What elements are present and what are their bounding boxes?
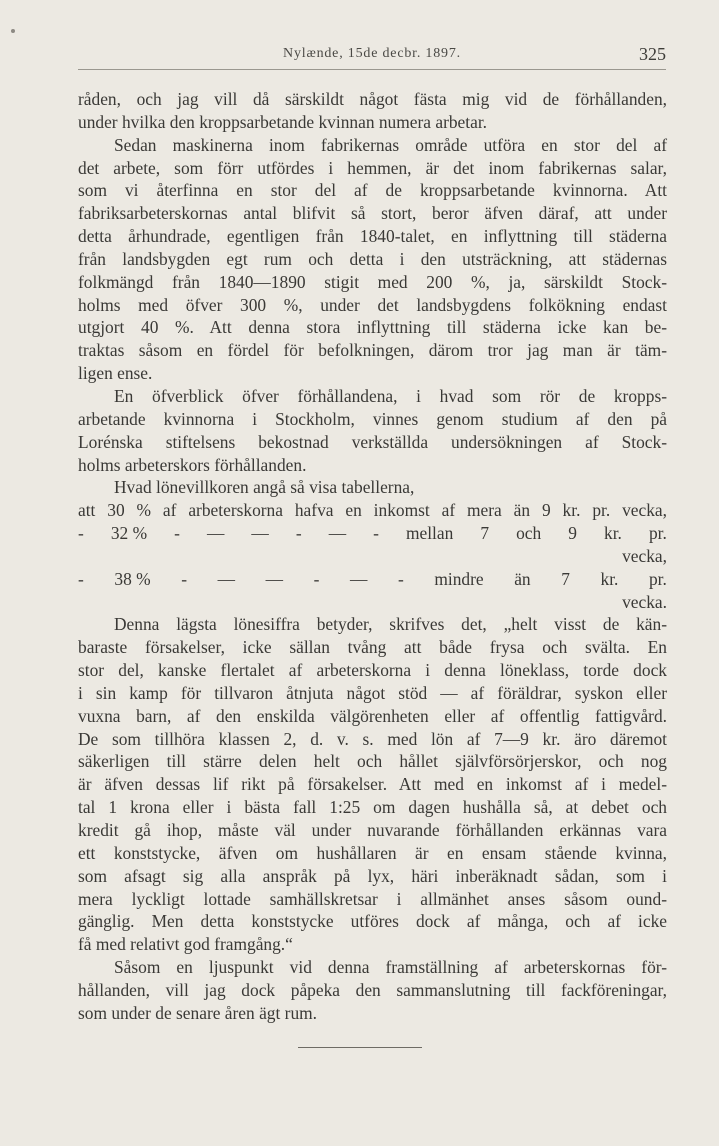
table-cell: —	[265, 568, 283, 589]
text-line: utgjort 40 %. Att denna stora inflyttning till städerna icke kan be-	[78, 317, 667, 338]
table-cell: 9	[568, 523, 577, 544]
text-line: holms arbeterskors förhållanden.	[78, 454, 307, 475]
text-line: hållanden, vill jag dock påpeka den sammanslutning till fackföreningar,	[78, 979, 667, 1000]
text-line: det arbete, som förr utfördes i hemmen, är det inom fabrikernas salar,	[78, 157, 667, 178]
text-line: under hvilka den kroppsarbetande kvinnan numera arbetar.	[78, 111, 488, 132]
text-line: säkerligen till stärre delen helt och hållet självförsörjerskor, och nog	[78, 751, 667, 772]
table-cell: och	[516, 523, 542, 544]
table-cell: kr.	[600, 568, 619, 589]
text-line: att 30 % af arbeterskorna hafva en inkomst af mera än 9 kr. pr. vecka,	[78, 500, 667, 521]
table-cell: mindre	[434, 568, 484, 589]
text-line: vecka.	[622, 591, 667, 612]
text-line: få med relativt god framgång.“	[78, 934, 293, 955]
text-line: baraste försakelser, icke sällan tvång att både frysa och svälta. En	[78, 637, 667, 658]
text-line: som afsagt sig alla anspråk på lyx, häri inberäknadt sådan, som i	[78, 865, 667, 886]
text-line: Hvad lönevillkoren angå så visa tabellerna,	[114, 477, 415, 498]
table-cell: —	[251, 523, 269, 544]
text-line: Såsom en ljuspunkt vid denna framställning af arbeterskornas för-	[114, 957, 667, 978]
table-cell: pr.	[648, 523, 667, 544]
text-line: En öfverblick öfver förhållandena, i hvad som rör de kropps-	[114, 385, 667, 406]
table-cell: än	[514, 568, 531, 589]
header-rule	[78, 69, 666, 70]
table-row	[78, 568, 667, 591]
table-cell: -	[181, 568, 188, 589]
table-cell: —	[349, 568, 368, 589]
table-cell: -	[295, 523, 302, 544]
table-cell: 38 %	[114, 568, 151, 589]
table-cell: —	[217, 568, 235, 589]
paper-speck	[11, 29, 15, 33]
table-cell: —	[206, 523, 225, 544]
table-cell: -	[174, 523, 180, 544]
table-cell: -	[313, 568, 320, 589]
text-line: från landsbygden egt rum och detta i den utsträckning, att städernas	[78, 248, 667, 269]
text-line: Sedan maskinerna inom fabrikernas område utföra en stor del af	[114, 134, 667, 155]
text-line: i sin kamp för tillvaron åtnjuta något stöd — af föräldrar, syskon eller	[78, 682, 667, 703]
page-number: 325	[639, 44, 666, 64]
table-cell: 7	[480, 523, 490, 544]
text-line: gänglig. Men detta konststycke utföres dock af många, och af icke	[78, 911, 667, 932]
text-line: är äfven dessas lif rikt på försakelser. Att med en inkomst af i medel-	[78, 774, 667, 795]
text-line: ett konststycke, äfven om hushållaren är en ensam stående kvinna,	[78, 842, 667, 863]
text-line: tal 1 krona eller i bästa fall 1:25 om dagen hushålla så, at debet och	[78, 797, 667, 818]
text-line: kredit gå ihop, måste väl under nuvarande förhållanden erkännas vara	[78, 820, 667, 840]
text-line: vecka,	[622, 545, 667, 566]
table-cell: —	[328, 523, 347, 544]
text-line: fabriksarbeterskornas antal blifvit så stort, beror äfven däraf, att under	[78, 203, 667, 224]
table-row	[78, 522, 667, 545]
table-cell: -	[78, 568, 84, 589]
table-cell: kr.	[604, 523, 622, 544]
table-cell: 32 %	[110, 523, 148, 544]
text-line: som under de senare åren ägt rum.	[78, 1002, 318, 1023]
text-line: vuxna barn, af den enskilda välgörenheten eller af offentlig fattigvård.	[78, 705, 667, 726]
text-line: arbetande kvinnorna i Stockholm, vinnes genom studium af den på	[78, 408, 667, 429]
text-line: stor del, kanske flertalet af arbeterskorna i denna löneklass, torde dock	[78, 660, 667, 681]
text-line: Lorénska stiftelsens bekostnad verkställda undersökningen af Stock-	[78, 431, 667, 452]
text-line: traktas såsom en fördel för befolkningen, därom tror jag man är täm-	[78, 340, 667, 361]
text-line: råden, och jag vill då särskildt något fästa mig vid de förhållanden,	[78, 89, 667, 109]
text-line: holms med öfver 300 %, under det landsbygdens folkökning endast	[78, 294, 667, 315]
running-head: Nylænde, 15de decbr. 1897.	[283, 46, 461, 61]
table-cell: pr.	[648, 568, 667, 589]
table-cell: -	[78, 523, 84, 544]
text-line: De som tillhöra klassen 2, d. v. s. med lön af 7—9 kr. äro däremot	[78, 728, 667, 749]
text-line: folkmängd från 1840—1890 stigit med 200 %, ja, särskildt Stock-	[78, 271, 667, 292]
body-text	[78, 88, 667, 1025]
table-cell: mellan	[405, 523, 454, 544]
text-line: detta århundrade, egentligen från 1840-talet, en inflyttning till städerna	[78, 226, 667, 247]
text-line: mera lyckligt lottade samhällskretsar i allmänhet anses såsom ound-	[78, 888, 667, 909]
text-line: ligen ense.	[78, 363, 153, 384]
text-line: Denna lägsta lönesiffra betyder, skrifves det, „helt visst de kän-	[114, 614, 667, 635]
text-line: som vi återfinna en stor del af de kroppsarbetande kvinnorna. Att	[78, 180, 667, 201]
table-cell: -	[373, 523, 379, 544]
table-cell: -	[397, 568, 404, 589]
page-header	[78, 44, 666, 70]
table-cell: 7	[561, 568, 570, 589]
closing-rule	[298, 1047, 422, 1048]
